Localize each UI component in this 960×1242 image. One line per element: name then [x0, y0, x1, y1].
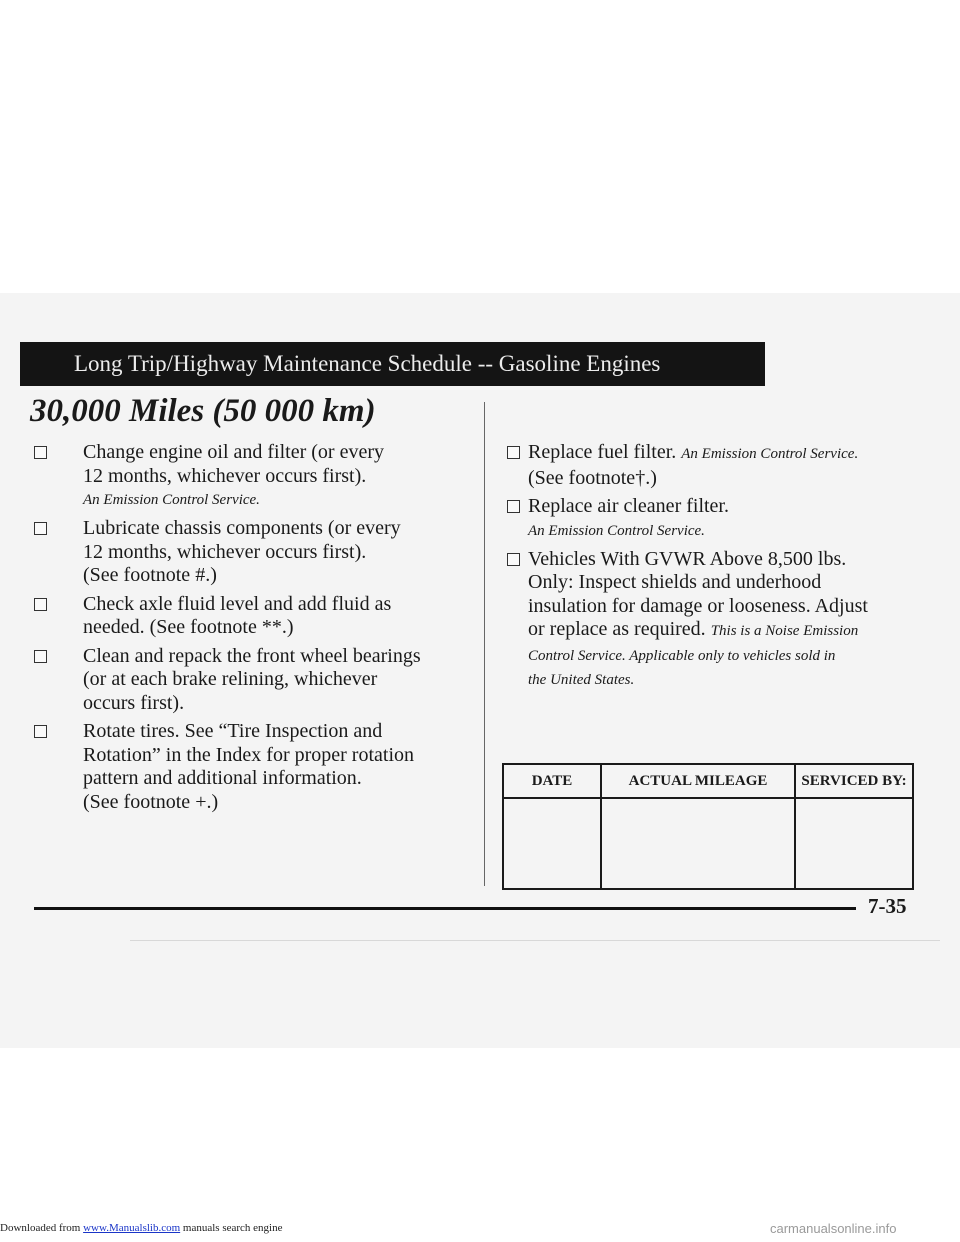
section-title: 30,000 Miles (50 000 km)	[30, 393, 376, 429]
manualslib-link[interactable]: www.Manualslib.com	[83, 1222, 181, 1234]
download-footer	[0, 1222, 282, 1234]
checklist-item-gvwr-shields	[507, 548, 927, 692]
checklist-item-axle	[34, 593, 474, 640]
item-text: or replace as required.	[528, 618, 706, 640]
item-text: Change engine oil and filter (or every	[83, 441, 384, 463]
checklist-item-fuel-filter	[507, 441, 927, 490]
schedule-header-bar	[20, 342, 765, 386]
right-column	[507, 441, 927, 697]
noise-emission-note: Control Service. Applicable only to vehicles sold in	[528, 647, 836, 664]
left-column	[34, 441, 474, 819]
item-text: Rotation” in the Index for proper rotation	[83, 743, 415, 766]
serviced-by-cell[interactable]	[795, 798, 913, 889]
item-text: Replace fuel filter.	[528, 441, 677, 463]
checklist-item-chassis	[34, 517, 474, 588]
item-text: (See footnote #.)	[83, 564, 217, 586]
emission-note: An Emission Control Service.	[681, 446, 859, 462]
item-text: Replace air cleaner filter.	[528, 495, 729, 517]
checkbox-icon[interactable]	[507, 553, 520, 566]
checkbox-icon[interactable]	[34, 598, 47, 611]
page-rule	[34, 907, 856, 910]
service-record-table	[502, 763, 914, 890]
item-text: 12 months, whichever occurs first).	[83, 540, 367, 563]
checklist-item-wheel-bearings	[34, 645, 474, 716]
mileage-cell[interactable]	[601, 798, 795, 889]
checkbox-icon[interactable]	[507, 500, 520, 513]
schedule-header-title: Long Trip/Highway Maintenance Schedule -- Gasoline Engines	[74, 351, 661, 376]
item-text: Rotate tires. See “Tire Inspection and	[83, 720, 383, 742]
date-cell[interactable]	[503, 798, 601, 889]
faint-divider	[130, 940, 940, 941]
emission-note: An Emission Control Service.	[83, 492, 260, 508]
emission-note: An Emission Control Service.	[528, 522, 705, 539]
checkbox-icon[interactable]	[34, 725, 47, 738]
item-text: Vehicles With GVWR Above 8,500 lbs.	[528, 547, 847, 570]
item-text: Check axle fluid level and add fluid as	[83, 592, 392, 615]
column-divider	[484, 402, 485, 886]
item-text-line	[528, 441, 927, 467]
item-text: (See footnote†.)	[528, 466, 657, 489]
item-text: Lubricate chassis components (or every	[83, 517, 401, 539]
item-text: occurs first).	[83, 691, 185, 714]
checkbox-icon[interactable]	[34, 522, 47, 535]
checklist-item-air-cleaner	[507, 495, 927, 543]
watermark: carmanualsonline.info	[770, 1221, 897, 1236]
footer-suffix: manuals search engine	[182, 1222, 283, 1234]
item-text: Clean and repack the front wheel bearings	[83, 644, 421, 667]
column-header-serviced-by: SERVICED BY:	[795, 764, 913, 798]
item-text: 12 months, whichever occurs first).	[83, 464, 367, 487]
checkbox-icon[interactable]	[34, 650, 47, 663]
checkbox-icon[interactable]	[34, 446, 47, 459]
noise-emission-note: This is a Noise Emission	[710, 623, 859, 639]
checkbox-icon[interactable]	[507, 446, 520, 459]
noise-emission-note: the United States.	[528, 671, 635, 688]
item-text: needed. (See footnote **.)	[83, 616, 294, 638]
item-text: pattern and additional information.	[83, 767, 362, 789]
checklist-item-rotate-tires	[34, 720, 474, 814]
item-text: (or at each brake relining, whichever	[83, 668, 378, 690]
item-text: insulation for damage or looseness. Adjust	[528, 594, 868, 617]
page-number: 7-35	[868, 894, 907, 918]
column-header-mileage: ACTUAL MILEAGE	[601, 764, 795, 798]
item-text: Only: Inspect shields and underhood	[528, 571, 822, 593]
item-text: (See footnote +.)	[83, 790, 219, 813]
checklist-item-oil	[34, 441, 474, 512]
column-header-date: DATE	[503, 764, 601, 798]
footer-prefix: Downloaded from	[0, 1222, 81, 1234]
item-text-line	[528, 618, 927, 644]
